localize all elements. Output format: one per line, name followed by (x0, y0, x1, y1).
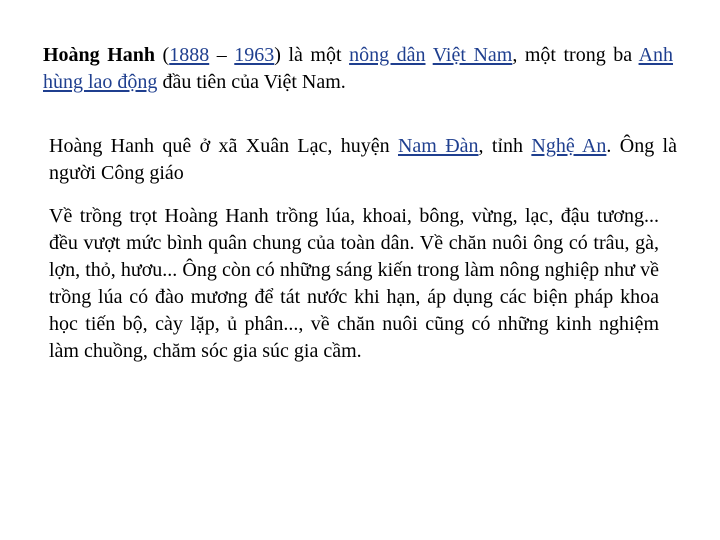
intro-text-space (426, 44, 433, 66)
link-nong-dan[interactable]: nông dân (349, 44, 426, 66)
hometown-text-c: . Ông là người Công giáo (49, 135, 677, 184)
farming-paragraph: Về trồng trọt Hoàng Hanh trồng lúa, khoai, bông, vừng, lạc, đậu tương... đều vượt mức bình quân chung của toàn dân. Về chăn nuôi ông có trâu, gà, lợn, thỏ, hươu... Ông còn có những sáng kiến trong làm nông nghiệp như về trồng lúa có đào mương để tát nước khi hạn, áp dụng các biện pháp khoa học tiến bộ, cày lặp, ủ phân..., về chăn nuôi cũng có những kinh nghiệm làm chuồng, chăm sóc gia súc gia cầm. (49, 205, 659, 362)
intro-text-c: đầu tiên của Việt Nam. (157, 71, 346, 93)
hometown-text-a: Hoàng Hanh quê ở xã Xuân Lạc, huyện (49, 135, 398, 157)
intro-text-a: ) là một (274, 44, 350, 66)
link-birth-year[interactable]: 1888 (169, 44, 210, 66)
hometown-paragraph (49, 133, 677, 187)
hometown-text-b: , tỉnh (478, 135, 532, 157)
person-name: Hoàng Hanh (43, 44, 156, 66)
intro-paragraph (43, 42, 673, 96)
intro-text-b: , một trong ba (512, 44, 639, 66)
link-death-year[interactable]: 1963 (234, 44, 275, 66)
link-nghe-an[interactable]: Nghệ An (531, 135, 607, 157)
link-anh-hung-lao-dong[interactable]: Anh hùng lao động (43, 44, 674, 93)
link-nam-dan[interactable]: Nam Đàn (397, 135, 479, 157)
intro-text-open-paren: ( (155, 44, 170, 66)
intro-text-dash: – (209, 44, 235, 66)
link-viet-nam[interactable]: Việt Nam (432, 44, 513, 66)
